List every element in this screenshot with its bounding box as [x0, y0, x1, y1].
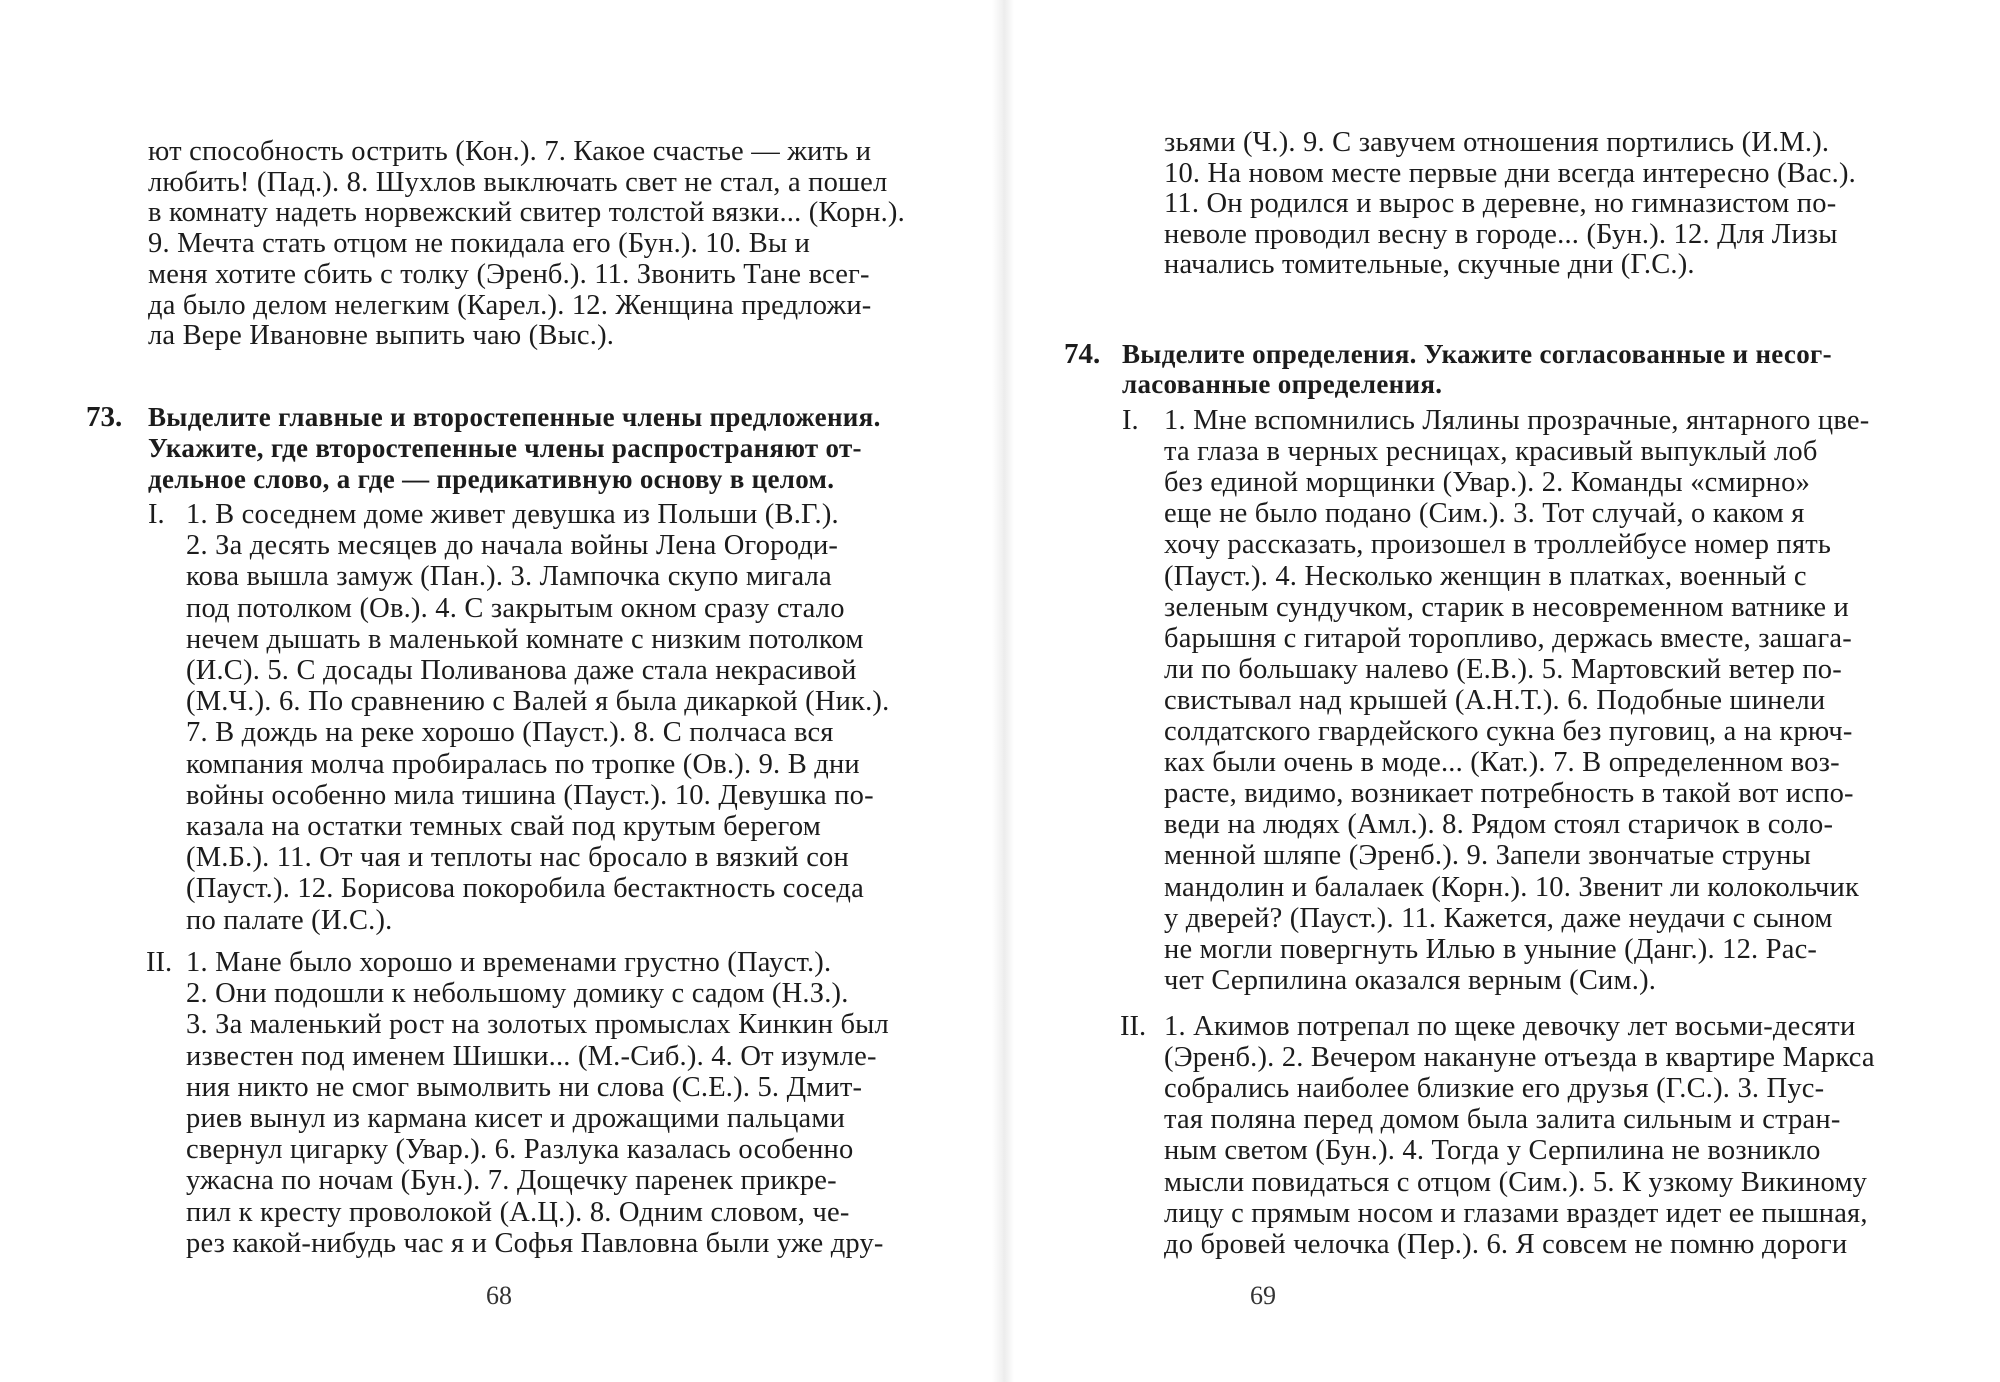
exercise-73-part-1-line: (М.Б.). 11. От чая и теплоты нас бросало в вязкий сон	[186, 842, 849, 874]
exercise-74-part-2-line: тая поляна перед домом была залита сильным и стран-	[1164, 1104, 1841, 1136]
exercise-73-part-2-line: пил к кресту проволокой (А.Ц.). 8. Одним словом, че-	[186, 1196, 850, 1228]
left-intro-line: любить! (Пад.). 8. Шухлов выключать свет не стал, а пошел	[148, 166, 888, 198]
right-intro-line: зьями (Ч.). 9. С завучем отношения портились (И.М.).	[1164, 127, 1830, 158]
exercise-73-heading-line: дельное слово, а где — предикативную основу в целом.	[148, 464, 835, 494]
exercise-74-part-1-line: у дверей? (Пауст.). 11. Кажется, даже неудачи с сыном	[1164, 902, 1833, 934]
exercise-73-part-1-line: под потолком (Ов.). 4. С закрытым окном сразу стало	[186, 592, 845, 624]
exercise-74-part-1-line: зеленым сундучком, старик в несовременном ватнике и	[1164, 591, 1849, 623]
exercise-74-part-2-label: II.	[1120, 1011, 1147, 1042]
left-intro-line: ют способность острить (Кон.). 7. Какое счастье — жить и	[148, 136, 872, 167]
exercise-74-part-1-line: менной шляпе (Эренб.). 9. Запели звончатые струны	[1164, 840, 1811, 872]
exercise-74-part-1-line: не могли повергнуть Илью в уныние (Данг.). 12. Рас-	[1164, 933, 1818, 965]
exercise-74-heading-line: ласованные определения.	[1122, 369, 1443, 399]
exercise-74-part-1-line: свистывал над крышей (А.Н.Т.). 6. Подобные шинели	[1164, 684, 1826, 716]
exercise-74-part-2-line: ным светом (Бун.). 4. Тогда у Серпилина не возникло	[1164, 1135, 1821, 1167]
exercise-73-heading-line: Выделите главные и второстепенные члены предложения.	[148, 402, 881, 432]
exercise-74-part-1-line: 1. Мне вспомнились Лялины прозрачные, янтарного цве-	[1164, 405, 1870, 436]
exercise-74-part-1-line: расте, видимо, возникает потребность в такой вот испо-	[1164, 778, 1854, 810]
exercise-73-heading-line: Укажите, где второстепенные члены распространяют от-	[148, 433, 862, 463]
exercise-73-part-1-line: 2. За десять месяцев до начала войны Лена Огороди-	[186, 530, 839, 562]
exercise-73-part-1-line: казала на остатки темных свай под крутым берегом	[186, 811, 821, 842]
exercise-74-part-1-line: солдатского гвардейского сукна без пуговиц, а на крюч-	[1164, 716, 1853, 747]
exercise-74-part-1-line: ках были очень в моде... (Кат.). 7. В определенном воз-	[1164, 747, 1840, 779]
left-intro-line: 9. Мечта стать отцом не покидала его (Бун.). 10. Вы и	[148, 228, 811, 260]
exercise-73-part-1-label: I.	[148, 499, 165, 530]
exercise-73-part-2-line: 2. Они подошли к небольшому домику с садом (Н.З.).	[186, 978, 849, 1010]
exercise-74-part-1-line: та глаза в черных ресницах, красивый выпуклый лоб	[1164, 436, 1818, 468]
exercise-73-part-2-line: рез какой-нибудь час я и Софья Павловна были уже дру-	[186, 1227, 884, 1259]
exercise-74-part-2-line: 1. Акимов потрепал по щеке девочку лет восьми-десяти	[1164, 1011, 1856, 1042]
exercise-74-part-2-line: собрались наиболее близкие его друзья (Г.С.). 3. Пус-	[1164, 1073, 1825, 1105]
exercise-73-part-2-line: 1. Мане было хорошо и временами грустно (Пауст.).	[186, 947, 832, 978]
exercise-73-part-1-line: кова вышла замуж (Пан.). 3. Лампочка скупо мигала	[186, 561, 832, 593]
exercise-73-part-2-label: II.	[146, 947, 173, 978]
exercise-74-part-1-line: хочу рассказать, произошел в троллейбусе номер пять	[1164, 529, 1832, 561]
exercise-73-part-2-line: риев вынул из кармана кисет и дрожащими пальцами	[186, 1103, 846, 1134]
exercise-73-part-2-line: ния никто не смог вымолвить ни слова (С.Е.). 5. Дмит-	[186, 1071, 863, 1103]
exercise-74-part-1-line: ли по большаку налево (Е.В.). 5. Мартовский ветер по-	[1164, 653, 1842, 685]
left-intro-line: ла Вере Ивановне выпить чаю (Выс.).	[148, 320, 615, 352]
exercise-73-part-1-line: (М.Ч.). 6. По сравнению с Валей я была дикаркой (Ник.).	[186, 686, 890, 718]
exercise-74-part-2-line: (Эренб.). 2. Вечером накануне отъезда в квартире Маркса	[1164, 1042, 1875, 1074]
exercise-73-part-1-line: (И.С). 5. С досады Поливанова даже стала некрасивой	[186, 655, 857, 686]
exercise-74-part-2-line: до бровей челочка (Пер.). 6. Я совсем не помню дороги	[1164, 1228, 1848, 1260]
right-intro-line: неволе проводил весну в городе... (Бун.). 12. Для Лизы	[1164, 218, 1838, 250]
exercise-74-part-1-line: веди на людях (Амл.). 8. Рядом стоял старичок в соло-	[1164, 809, 1834, 841]
exercise-74-part-1-line: без единой морщинки (Увар.). 2. Команды «смирно»	[1164, 467, 1811, 499]
exercise-74-part-1-line: барышня с гитарой торопливо, держась вместе, зашага-	[1164, 622, 1852, 654]
exercise-74-part-1-line: (Пауст.). 4. Несколько женщин в платках, военный с	[1164, 560, 1807, 592]
right-intro-line: 10. На новом месте первые дни всегда интересно (Вас.).	[1164, 157, 1856, 189]
exercise-74-part-1-label: I.	[1122, 405, 1139, 436]
page-number-right: 69	[1250, 1281, 1276, 1310]
exercise-73-part-1-line: (Пауст.). 12. Борисова покоробила бестактность соседа	[186, 873, 864, 905]
exercise-73-part-1-line: нечем дышать в маленькой комнате с низким потолком	[186, 623, 864, 655]
exercise-73-part-1-line: 7. В дождь на реке хорошо (Пауст.). 8. С полчаса вся	[186, 717, 834, 749]
page-number-left: 68	[486, 1281, 512, 1310]
exercise-74-part-1-line: мандолин и балалаек (Корн.). 10. Звенит ли колокольчик	[1164, 871, 1860, 903]
exercise-73-part-1-line: 1. В соседнем доме живет девушка из Польши (В.Г.).	[186, 499, 839, 530]
exercise-73-part-1-line: по палате (И.С.).	[186, 904, 393, 936]
exercise-73-part-2-line: свернул цигарку (Увар.). 6. Разлука казалась особенно	[186, 1134, 854, 1166]
right-intro-line: 11. Он родился и вырос в деревне, но гимназистом по-	[1164, 188, 1837, 219]
exercise-number-73: 73.	[86, 401, 123, 433]
exercise-number-74: 74.	[1064, 338, 1101, 370]
right-intro-line: начались томительные, скучные дни (Г.С.).	[1164, 249, 1695, 280]
exercise-73-part-2-line: известен под именем Шишки... (М.-Сиб.). 4. От изумле-	[186, 1040, 877, 1072]
exercise-74-part-1-line: чет Серпилина оказался верным (Сим.).	[1164, 964, 1657, 996]
exercise-74-part-2-line: мысли повидаться с отцом (Сим.). 5. К узкому Викиному	[1164, 1166, 1868, 1198]
exercise-73-part-2-line: ужасна по ночам (Бун.). 7. Дощечку паренек прикре-	[186, 1165, 837, 1197]
left-intro-line: да было делом нелегким (Карел.). 12. Женщина предложи-	[148, 289, 872, 321]
exercise-74-heading-line: Выделите определения. Укажите согласованные и несог-	[1122, 339, 1832, 369]
left-intro-line: меня хотите сбить с толку (Эренб.). 11. Звонить Тане всег-	[148, 258, 870, 290]
exercise-74-part-1-line: еще не было подано (Сим.). 3. Тот случай, о каком я	[1164, 498, 1805, 530]
exercise-73-part-1-line: компания молча пробиралась по тропке (Ов.). 9. В дни	[186, 748, 860, 780]
exercise-74-part-2-line: лицу с прямым носом и глазами враздет идет ее пышная,	[1164, 1197, 1868, 1229]
exercise-73-part-2-line: 3. За маленький рост на золотых промыслах Кинкин был	[186, 1009, 889, 1041]
right-page	[1000, 0, 2000, 1382]
exercise-73-part-1-line: войны особенно мила тишина (Пауст.). 10. Девушка по-	[186, 779, 874, 811]
left-intro-line: в комнату надеть норвежский свитер толстой вязки... (Корн.).	[148, 197, 905, 229]
